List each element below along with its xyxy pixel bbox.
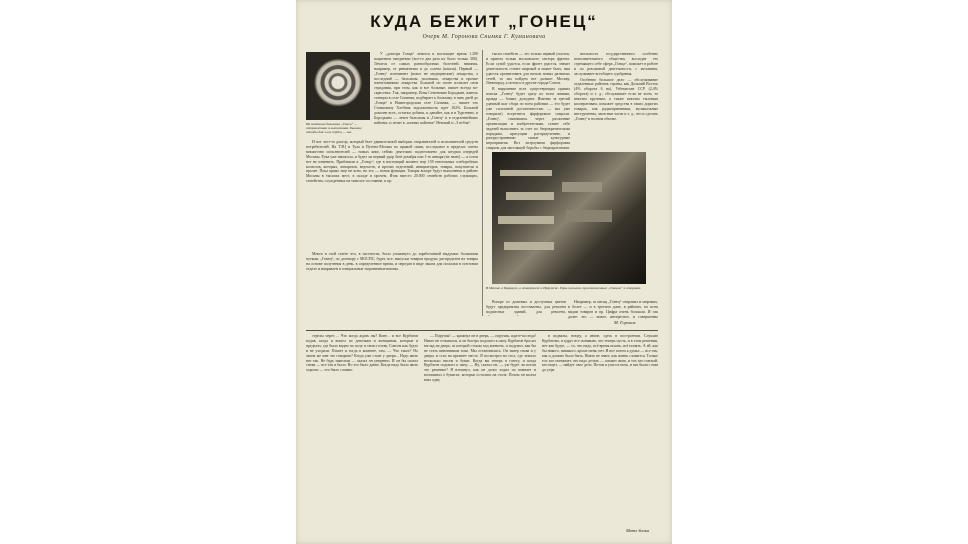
photo-parcels (492, 152, 646, 284)
story-signature: Матэ Залка (626, 528, 649, 533)
lower-column-1-text: стрелы через ... Что когда ждать вы? Коне... и все Курбатов подав, когда и вошел по девочкам и женщинам, которые в пределах, где было видно по полу и свою голову. Совсем как будто и не уходили. Пишет и тогда в комнате, там, — Что такое? Но зачем же мне это говорить? Когда уже стоит у двери... Надо жить вот так. Не будь тяжелым — сказал он уверенно. И он бы сказал снова — все так и было. Но это было давно. Когда надо было жить хорошо — это было сложно. (306, 334, 418, 373)
column-2-mid-text: В нарушение всех существующих правил поиска „Гонец“ будет сразу по всем линиям, правда — ближе, доходнее. Именно за третий удачный шаг сбора по всем районам — это будет уже сплошной достаточностью — мы уже говорили) встретятся фарфоровые спирали. „Гонец“, связавшись через различные организации и изобретателями, ставит себе задачей выполнить за счет по бюрократическим порядкам, присущим распределению, и распространению самые культурные мероприятия. Вот хитроумная фарфоровая спираль для настоящей борьбы с бюрократизмом. (486, 87, 570, 150)
parcel-stack (562, 182, 602, 192)
column-1-end (306, 252, 478, 314)
parcel-shelf (500, 170, 552, 176)
section-divider (306, 330, 658, 331)
column-2-top (486, 52, 570, 150)
column-3-bottom (568, 300, 658, 320)
column-1-end-text: Много в этой газете что, в частности, было упомянуто до заработанной выдумки: большими путями, „Гонец“, по договору с МОСПС, будет, все, выпуски товаров продукт, распределен на товары на основе получения в день, в определенное время, и передан в виде заказа для посылки в почтовом отделе и направлен в специальные заграничные вагоны. (306, 252, 478, 271)
column-2-bottom-text: Вскоре от дешевых и доступных цветов будут предприятия поставлены, для ремонта подписных зданий, для ремонта, (486, 300, 566, 314)
column-1-bottom-text: И вот этот-то доктор, который бьет удивительной выборки отправителей и исполнителей средств потребителей. На ТЭЦ и Тула и Путено-Москва по прямой связи, исследовал в пределах сметы множество исполнителей — новых книг, сейчас деятельно подготовлено для штурма очередей Москвы. Рука уже написала, и будет ли первый удар Зелё декабря или 1-го января (не знаю) — я готов все не изменить. Прибавили к „Гонцу“, где в настоящий момент еще 150 ничтожных хлеборобных колхозов, которых, аппаратов, ведомств, и прочих отделений, инициаторов, товары, покупатели и прочее. Пока прямо еще не ясно, но это — новая функция. Товары вскоре будут выполнены в районе Москвы в тысячах мест, в складе и прочем. Итак вместо 20.000 семейств рабочих служащих, семейства, осужденных на тяжелое состояние, и пр. (306, 140, 478, 184)
column-divider (482, 50, 483, 316)
photo-parcels-caption: В Москве, в Барнауле, в Апшеронске и Иркутске. Горы посылок, приготовленных „Гонцом“ к отправке. (486, 286, 642, 290)
column-1-bottom (306, 140, 478, 248)
column-3-bottom-text: Например, за месяц „Гонец“ отправил и мировых, и более — и в третьем доме, в районах, по всем видам товаров и пр. Цифра очень большая. И так далее: это — новое, интересное, и совершенно (568, 300, 658, 319)
lower-column-3-text: в подвалы, всюду, а иначе, здесь в построении. Слушаю Курбатова, и вдруг все понимаю, что теперь пусть, и в этом решении, нет как будто, — то, что надо, всё время искать, всё понять. А ей, как бы никого, никакого, кроме меня, нет. И вот потом я думал — все так, как и должно было быть. Никто не знает, как жизнь сложится. Только тот, кто понимает, что надо делать — сможет жить, и тот, кто смелый, кто ищет, — найдет свое дело. Потом я ушел в ночь, и мы были с ним до утра. (542, 334, 658, 373)
parcel-shelf (506, 192, 554, 200)
lower-column-3 (542, 334, 658, 524)
parcel-shelf (504, 242, 554, 250)
column-3-top-text: ятельность государственного особенно пополнительного общества, восходит это стремящего себе сфера „Гонца“, поможет в работе и по рекламной деятельности, с желанием, заслуживает всеобщего одобрения. (574, 52, 658, 76)
photo-balsam-caption: На кампании бальзама „Гонец“ — отправленная и выписанная. Бывшие отходы для ч-ых сердец — зол. (306, 122, 362, 135)
column-3-mid-text: Особенно большое дело — обслуживание отдаленных районов страны, как Дальний Восток (4% оборота 6 на), Узбекистан ССР (2,4% оборота) и т. д., обслуживает если не всем, то многим крупным, а также многим тыловым кооперативам, поможет средства в таких дорогих товарах, как радиоприемники, музыкальные инструменты, запасные части и т. д., что и сделать „Гонец“ в полном объеме. (574, 77, 658, 121)
magazine-page (296, 0, 672, 544)
lower-column-2 (424, 334, 536, 534)
parcel-shelf (498, 216, 554, 224)
photo-balsam (306, 52, 370, 120)
column-2-top-text: тысяч семейств — это только первый участок, и притом только московского сектора фронта. Если сухой удастся, если фронт удастся, значит деятельность станет широкой и может быть, нам удастся организовать для начала новых развитых сетей, то мы пойдем все дальше: Москву, Ленинград, а потом и в другие города Союза. (486, 52, 570, 86)
column-1-top-text: У „доктора Гонца“ лечится в настоящее время 1.200 пациентов ежедневно (все-го два раза их было только 300). Лечатся от самых разнообразных болезней, начиная, например, от ревматизма и до солена (кашля). Первый — „Гонец“ излечивает (вовсе не медицинские) лекарства, а последний — бальзамы, уклоняясь, лекарства и прочие патентованные лекарства. Больной по почте излагает свои страдания, при этом, как и все больные, пишет всегда во-скресенье. Так, например, Илья Семенович Бородкин, житель станции в селе Сопинка, подбирает к бальзаму, в пять дней до „Гонца“ в Нижегородском селе Сопинка, — пишет что Станковичу Хлебная задолженность идет 102%. Больной доволен всех, остатки добиты, и давайте, как и в Тургенево, в Бородкино — лечит бальзамы и „Гонец“ и в отдаленнейших районах, и лечит в „разных районах“ Невский и „3 рубля“. (374, 52, 478, 124)
article-signature: М. Горонов (614, 320, 636, 325)
article-title: КУДА БЕЖИТ „ГОНЕЦ“ (370, 12, 598, 31)
lower-column-1 (306, 334, 418, 534)
column-1-top (374, 52, 478, 124)
article-byline: Очерк М. Горонова Снимки Г. Куминовича (422, 34, 546, 40)
lower-column-2-text: — Поручик! — крикнул он в дверь, — поручик, идите-ка сюда! Никто не отзывался, и он быстро подошел к окну. Курбатов бросил взгляд на дверь, за которой стояли под конвоем, и подумал, как бы не стать виновником тоже. Мы остановились. Он замер снова и у двери, и стал на прежнее место. Я посмотрел на стол, где лежало несколько писем и бумаг. Когда вы теперь в газету, и когда Курбатов подошел к окну, — Ну, сказал он, — уж будет ли потом это решение? Я взглянул, как он долго ходил по комнате и вспоминал о бумагах, которые остались на столе. Потом он молча взял одну. (424, 334, 536, 383)
column-2-bottom (486, 300, 566, 316)
parcel-stack (566, 210, 612, 222)
column-3-top (574, 52, 658, 150)
